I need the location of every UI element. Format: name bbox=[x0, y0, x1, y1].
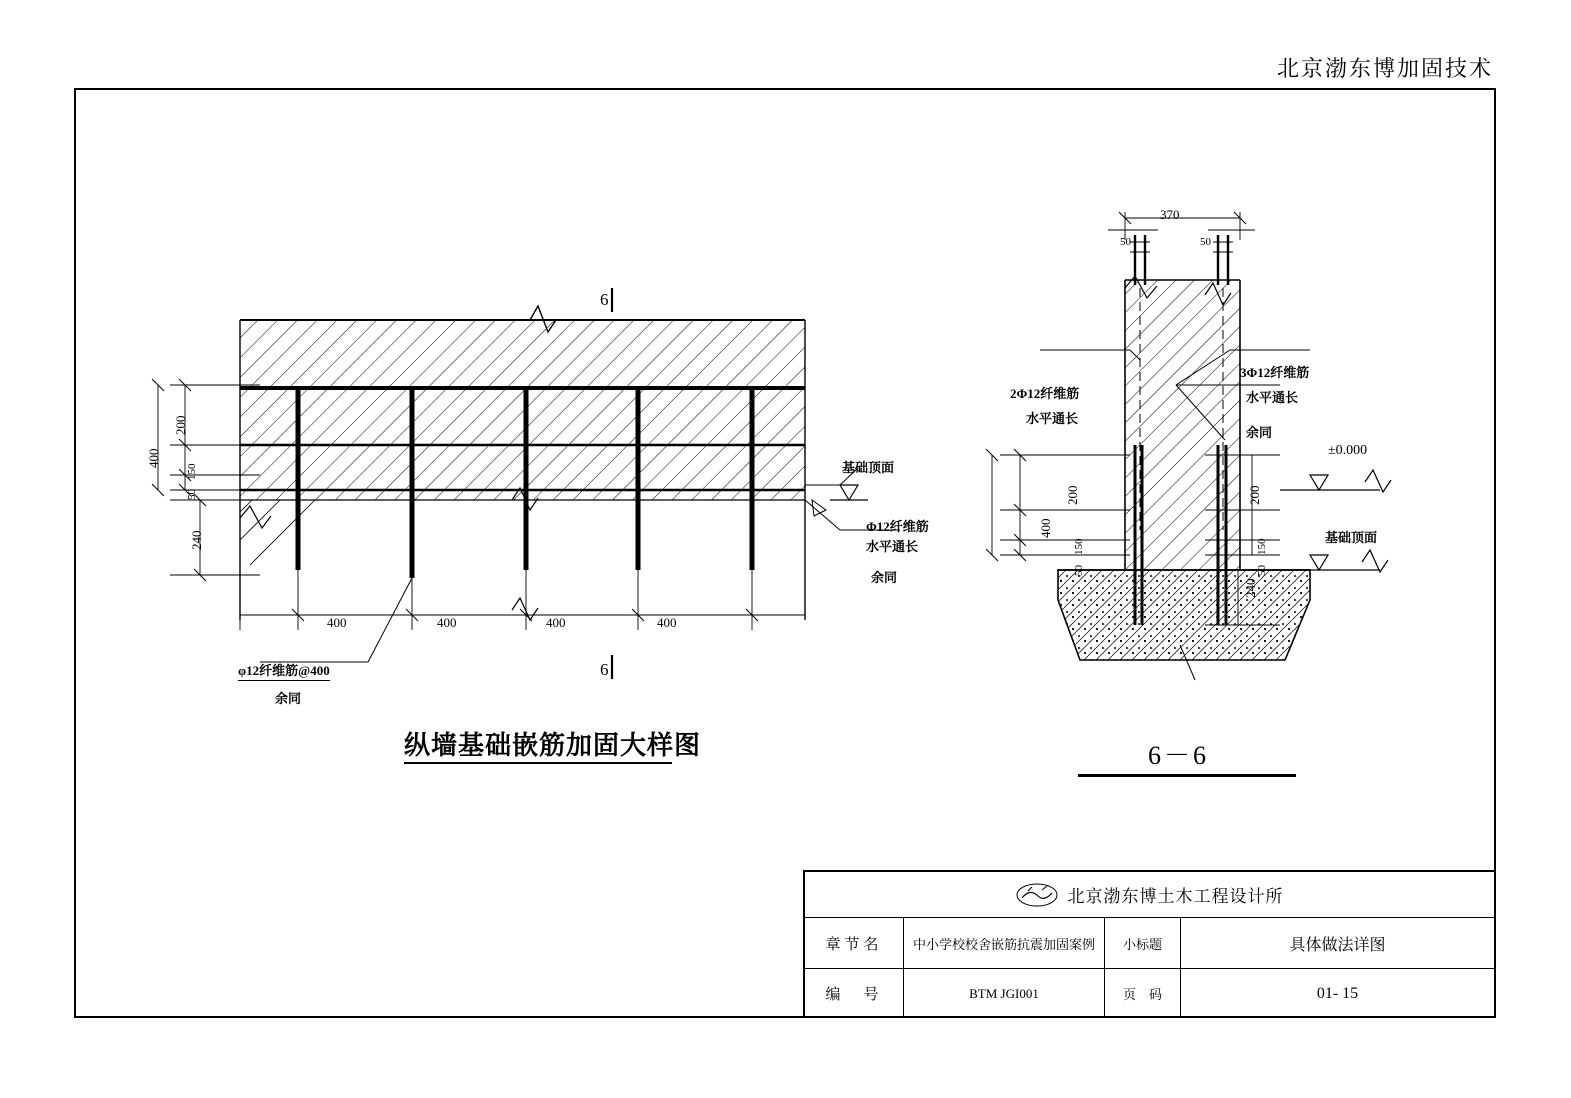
company-watermark: 北京渤东博加固技术 bbox=[1276, 56, 1493, 81]
left-dim-50: 50 bbox=[186, 489, 198, 500]
right-dim-400: 400 bbox=[1038, 518, 1053, 538]
right-inner-dim-150: 150 bbox=[1256, 538, 1268, 555]
row1-value: 中小学校校舍嵌筋抗震加固案例 bbox=[904, 918, 1105, 968]
row2-value: BTM JGI001 bbox=[904, 969, 1105, 1018]
left-section-mark-top: 6 bbox=[600, 290, 609, 309]
left-elevation-drawing bbox=[140, 200, 920, 720]
row1-value2: 具体做法详图 bbox=[1289, 936, 1386, 954]
left-drawing-title: 纵墙基础嵌筋加固大样图 bbox=[404, 731, 702, 760]
left-dim-400: 400 bbox=[146, 448, 161, 468]
row2-value2: 01- 15 bbox=[1316, 984, 1359, 1002]
row2-label: 编 号 bbox=[805, 969, 904, 1018]
row1-label: 章节名 bbox=[805, 918, 904, 968]
right-top-dim-50-left: 50 bbox=[1120, 236, 1131, 248]
left-title-underline bbox=[404, 762, 672, 764]
right-inner-dim-50: 50 bbox=[1256, 565, 1268, 576]
right-top-dim-50-right: 50 bbox=[1200, 236, 1211, 248]
firm-logo-icon bbox=[1016, 882, 1058, 908]
label-same-as-above-right: 余同 bbox=[1246, 425, 1273, 440]
firm-name: 北京渤东博土木工程设计所 bbox=[1067, 887, 1284, 906]
label-3phi12-fiber: 3Φ12纤维筋 bbox=[1240, 365, 1310, 380]
note-horizontal-through-left: 水平通长 bbox=[866, 539, 919, 554]
note-fiber-bar-spacing: φ12纤维筋@400 bbox=[238, 660, 330, 681]
label-foundation-top-right: 基础顶面 bbox=[1325, 530, 1378, 545]
left-hdim-3: 400 bbox=[546, 615, 566, 630]
note-same-as-above-left: 余同 bbox=[871, 570, 898, 585]
title-block-row-2 bbox=[805, 969, 1494, 1018]
note-foundation-top-left: 基础顶面 bbox=[842, 460, 895, 475]
left-section-mark-bottom: 6 bbox=[600, 660, 609, 679]
right-inner-dim-240: 240 bbox=[1243, 578, 1258, 598]
right-section-drawing bbox=[980, 200, 1450, 720]
left-hdim-1: 400 bbox=[327, 615, 347, 630]
right-dim-150: 150 bbox=[1073, 538, 1085, 555]
note-fiber-bar-left: Φ12纤维筋 bbox=[866, 519, 929, 534]
row2-label2: 页 码 bbox=[1105, 969, 1181, 1018]
title-block-row-1 bbox=[805, 918, 1494, 969]
label-horizontal-through-left: 水平通长 bbox=[1026, 411, 1079, 426]
right-dim-50: 50 bbox=[1073, 565, 1085, 576]
right-dim-200: 200 bbox=[1065, 485, 1080, 505]
right-inner-dim-200: 200 bbox=[1247, 485, 1262, 505]
left-dim-240: 240 bbox=[189, 530, 204, 550]
left-dim-200: 200 bbox=[173, 415, 188, 435]
right-drawing-title: 6－6 bbox=[1148, 741, 1210, 770]
row1-label2: 小标题 bbox=[1105, 918, 1181, 968]
left-dim-150: 150 bbox=[186, 463, 198, 480]
label-2phi12-fiber: 2Φ12纤维筋 bbox=[1010, 386, 1080, 401]
right-title-underline bbox=[1078, 774, 1296, 777]
left-hdim-4: 400 bbox=[657, 615, 677, 630]
left-hdim-2: 400 bbox=[437, 615, 457, 630]
title-block-firm-row bbox=[805, 872, 1494, 918]
title-block bbox=[803, 870, 1496, 1018]
firm-logo-group bbox=[1016, 882, 1284, 908]
label-level-zero: ±0.000 bbox=[1328, 443, 1368, 458]
note-same-as-above-bottom: 余同 bbox=[275, 691, 302, 706]
right-top-dim-370: 370 bbox=[1160, 207, 1180, 222]
label-horizontal-through-right: 水平通长 bbox=[1246, 390, 1299, 405]
